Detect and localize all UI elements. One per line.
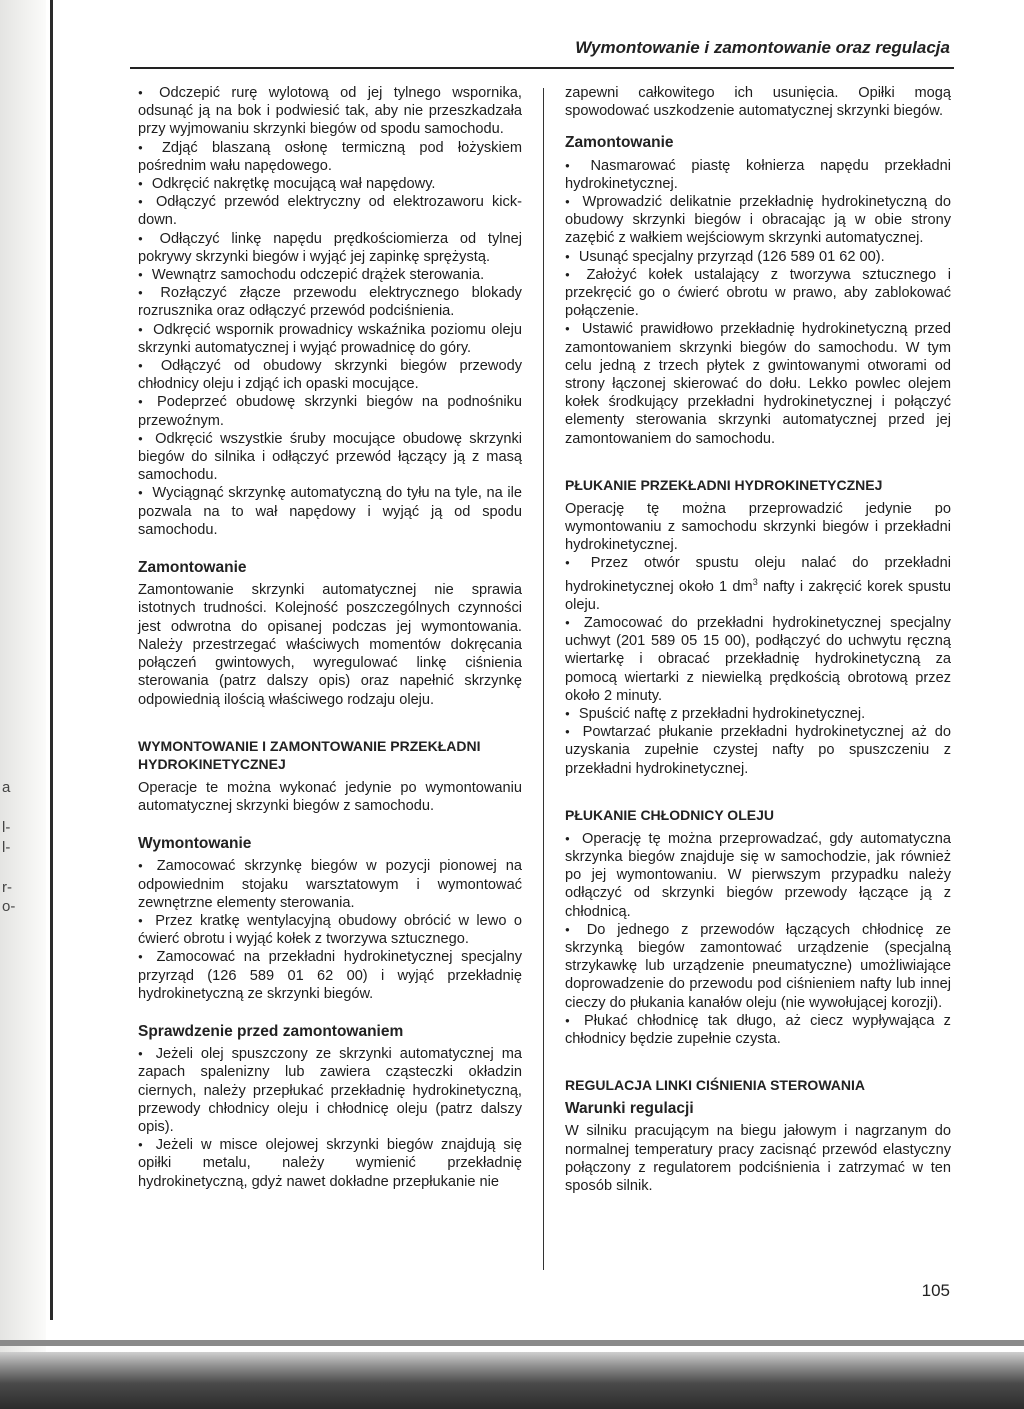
bullet-item: ● Wprowadzić delikatnie przekładnię hydrokinetyczną do obudowy skrzynki biegów i obracając ją w obie strony zazębić z wałkiem wejściowym skrzynki automatycznej. (565, 193, 951, 248)
bullet-item: ● Usunąć specjalny przyrząd (126 589 01 62 00). (565, 248, 951, 266)
bullet-item: ● Odłączyć przewód elektryczny od elektrozaworu kick-down. (138, 193, 522, 229)
paragraph: Operację tę można przeprowadzić jedynie po wymontowaniu z samochodu skrzynki biegów i przekładni hydrokinetycznej. (565, 500, 951, 554)
header-rule (130, 67, 954, 69)
book-spine-shadow (0, 0, 46, 1409)
binding-edge-line (50, 0, 53, 1320)
bullet-item: ● Podeprzeć obudowę skrzynki biegów na podnośniku przewoźnym. (138, 393, 522, 429)
bullet-item: ● Spuścić naftę z przekładni hydrokinetycznej. (565, 705, 951, 723)
page-number: 105 (921, 1281, 950, 1300)
margin-fragment: l- (2, 819, 11, 836)
bullet-item: ● Odłączyć od obudowy skrzynki biegów przewody chłodnicy oleju i zdjąć ich opaski mocujące. (138, 357, 522, 393)
section-heading: PŁUKANIE PRZEKŁADNI HYDROKINETYCZNEJ (565, 476, 883, 493)
bullet-text: Przez otwór spustu oleju nalać do przekładni hydrokinetycznej około 1 dm (565, 555, 951, 595)
subheading-zamontowanie: Zamontowanie (138, 559, 247, 577)
superscript: 3 (752, 576, 758, 587)
bullet-item: ● Jeżeli w misce olejowej skrzynki biegów znajdują się opiłki metalu, należy wymienić przekładnię hydrokinetyczną, gdyż nawet dokładne przepłukanie nie (138, 1136, 522, 1191)
subheading-warunki: Warunki regulacji (565, 1100, 694, 1118)
bullet-item: ● Zamocować skrzynkę biegów w pozycji pionowej na odpowiednim stojaku warsztatowym i wymontować zewnętrzne elementy sterowania. (138, 857, 522, 912)
margin-fragment: o- (2, 898, 16, 915)
bullet-item: ● Do jednego z przewodów łączących chłodnicę ze skrzynką biegów zamontować urządzenie (specjalną strzykawkę lub urządzenie pneumatyczne) umożliwiające doprowadzenie do przewodu pod ciśnieniem nafty lub innej cieczy do płukania kanałów oleju (nie wywołującej korozji). (565, 921, 951, 1012)
bullet-item: ● Zamocować na przekładni hydrokinetycznej specjalny przyrząd (126 589 01 62 00) i wyjąć przekładnię hydrokinetyczną ze skrzynki biegów. (138, 948, 522, 1003)
section-heading: WYMONTOWANIE I ZAMONTOWANIE PRZEKŁADNI HYDROKINETYCZNEJ (138, 737, 481, 772)
bullet-item: ● Wyciągnąć skrzynkę automatyczną do tyłu na tyle, na ile pozwala na to wał napędowy i wyjąć ją od spodu samochodu. (138, 484, 522, 539)
bullet-item: ● Ustawić prawidłowo przekładnię hydrokinetyczną przed zamontowaniem skrzynki biegów do samochodu. W tym celu jedną z trzech płytek z gwintowanymi otworami od strony łączonej skierować do dołu. Lekko powlec olejem kołek środkujący przekładni hydrokinetycznej i połączyć elementy sterowania skrzynki automatycznej przed jej zamontowaniem do samochodu. (565, 320, 951, 447)
running-header: Wymontowanie i zamontowanie oraz regulacja (575, 38, 950, 57)
bullet-text: nafty i zakręcić korek spustu oleju. (565, 578, 951, 613)
margin-fragment: r- (2, 879, 12, 896)
bullet-item: ● Odkręcić nakrętkę mocującą wał napędowy. (138, 175, 522, 193)
bullet-item: ● Odkręcić wspornik prowadnicy wskaźnika poziomu oleju skrzynki automatycznej i wyjąć prowadnicę do góry. (138, 321, 522, 357)
bullet-item: ● Operację tę można przeprowadzać, gdy automatyczna skrzynka biegów znajduje się w samochodzie, jak również po jej wymontowaniu. W pierwszym przypadku należy odłączyć od skrzynki biegów przewody łączące ją z chłodnicą. (565, 830, 951, 921)
scan-edge-line (0, 1340, 1024, 1346)
bullet-item: ● Odczepić rurę wylotową od jej tylnego wspornika, odsunąć ją na bok i podwiesić tak, aby nie przeszkadzała przy wyjmowaniu skrzynki biegów od spodu samochodu. (138, 84, 522, 139)
section-heading: PŁUKANIE CHŁODNICY OLEJU (565, 806, 774, 823)
paragraph: Zamontowanie skrzynki automatycznej nie sprawia istotnych trudności. Kolejność poszczególnych czynności jest odwrotna do opisanej podczas jej wymontowania. Należy przestrzegać właściwych momentów dokręcania połączeń gwintowych, wyregulować linkę ciśnienia sterowania (patrz dalszy opis) oraz napełnić skrzynkę odpowiednią ilością właściwego rodzaju oleju. (138, 582, 522, 708)
bullet-item (565, 554, 951, 613)
bullet-item: ● Płukać chłodnicę tak długo, aż ciecz wypływająca z chłodnicy będzie zupełnie czysta. (565, 1012, 951, 1048)
bullet-item: ● Rozłączyć złącze przewodu elektrycznego blokady rozrusznika oraz odłączyć przewód podciśnienia. (138, 284, 522, 320)
paragraph: W silniku pracującym na biegu jałowym i nagrzanym do normalnej temperatury pracy zacisnąć przewód elastyczny połączony z regulatorem podciśnienia i zatrzymać w ten sposób silnik. (565, 1123, 951, 1195)
paragraph-continuation: zapewni całkowitego ich usunięcia. Opiłki mogą spowodować uszkodzenie automatycznej skrzynki biegów. (565, 85, 951, 120)
bullet-item: ● Powtarzać płukanie przekładni hydrokinetycznej aż do uzyskania zupełnie czystej nafty po spuszczeniu z przekładni hydrokinetycznej. (565, 723, 951, 778)
bullet-item: ● Jeżeli olej spuszczony ze skrzynki automatycznej ma zapach spalenizny lub zawiera cząsteczki okładzin ciernych, należy przepłukać przekładnię hydrokinetyczną, przewody chłodnicy oleju i chłodnicę oleju (patrz dalszy opis). (138, 1045, 522, 1136)
margin-fragment: l- (2, 839, 11, 856)
margin-fragment: a (2, 779, 11, 796)
subheading-sprawdzenie: Sprawdzenie przed zamontowaniem (138, 1022, 404, 1040)
section-heading: REGULACJA LINKI CIŚNIENIA STEROWANIA (565, 1077, 865, 1094)
bullet-item: ● Odkręcić wszystkie śruby mocujące obudowę skrzynki biegów do silnika i odłączyć przewód łączący ją z masą samochodu. (138, 430, 522, 485)
bullet-item: ● Zdjąć blaszaną osłonę termiczną pod łożyskiem pośrednim wału napędowego. (138, 139, 522, 175)
right-column (565, 84, 951, 1195)
scan-edge-shadow (0, 1352, 1024, 1409)
bullet-item: ● Zamocować do przekładni hydrokinetycznej specjalny uchwyt (201 589 05 15 00), podłączyć do uchwytu ręczną wiertarkę i obracać przekładnię hydrokinetyczną za pomocą wiertarki z niewielką prędkością obrotową przez około 2 minuty. (565, 614, 951, 705)
column-divider (543, 88, 544, 1270)
bullet-item: ● Założyć kołek ustalający z tworzywa sztucznego i przekręcić go o ćwierć obrotu w prawo, aby zablokować połączenie. (565, 266, 951, 321)
paragraph: Operacje te można wykonać jedynie po wymontowaniu automatycznej skrzynki biegów z samochodu. (138, 779, 522, 814)
bullet-item: ● Odłączyć linkę napędu prędkościomierza od tylnej pokrywy skrzynki biegów i wyjąć jej zapinkę sprężystą. (138, 230, 522, 266)
bullet-item: ● Nasmarować piastę kołnierza napędu przekładni hydrokinetycznej. (565, 157, 951, 193)
bullet-item: ● Wewnątrz samochodu odczepić drążek sterowania. (138, 266, 522, 284)
bullet-item: ● Przez kratkę wentylacyjną obudowy obrócić w lewo o ćwierć obrotu i wyjąć kołek z tworzywa sztucznego. (138, 912, 522, 948)
left-column (138, 84, 522, 1191)
subheading-zamontowanie: Zamontowanie (565, 134, 674, 152)
subheading-wymontowanie: Wymontowanie (138, 835, 252, 853)
